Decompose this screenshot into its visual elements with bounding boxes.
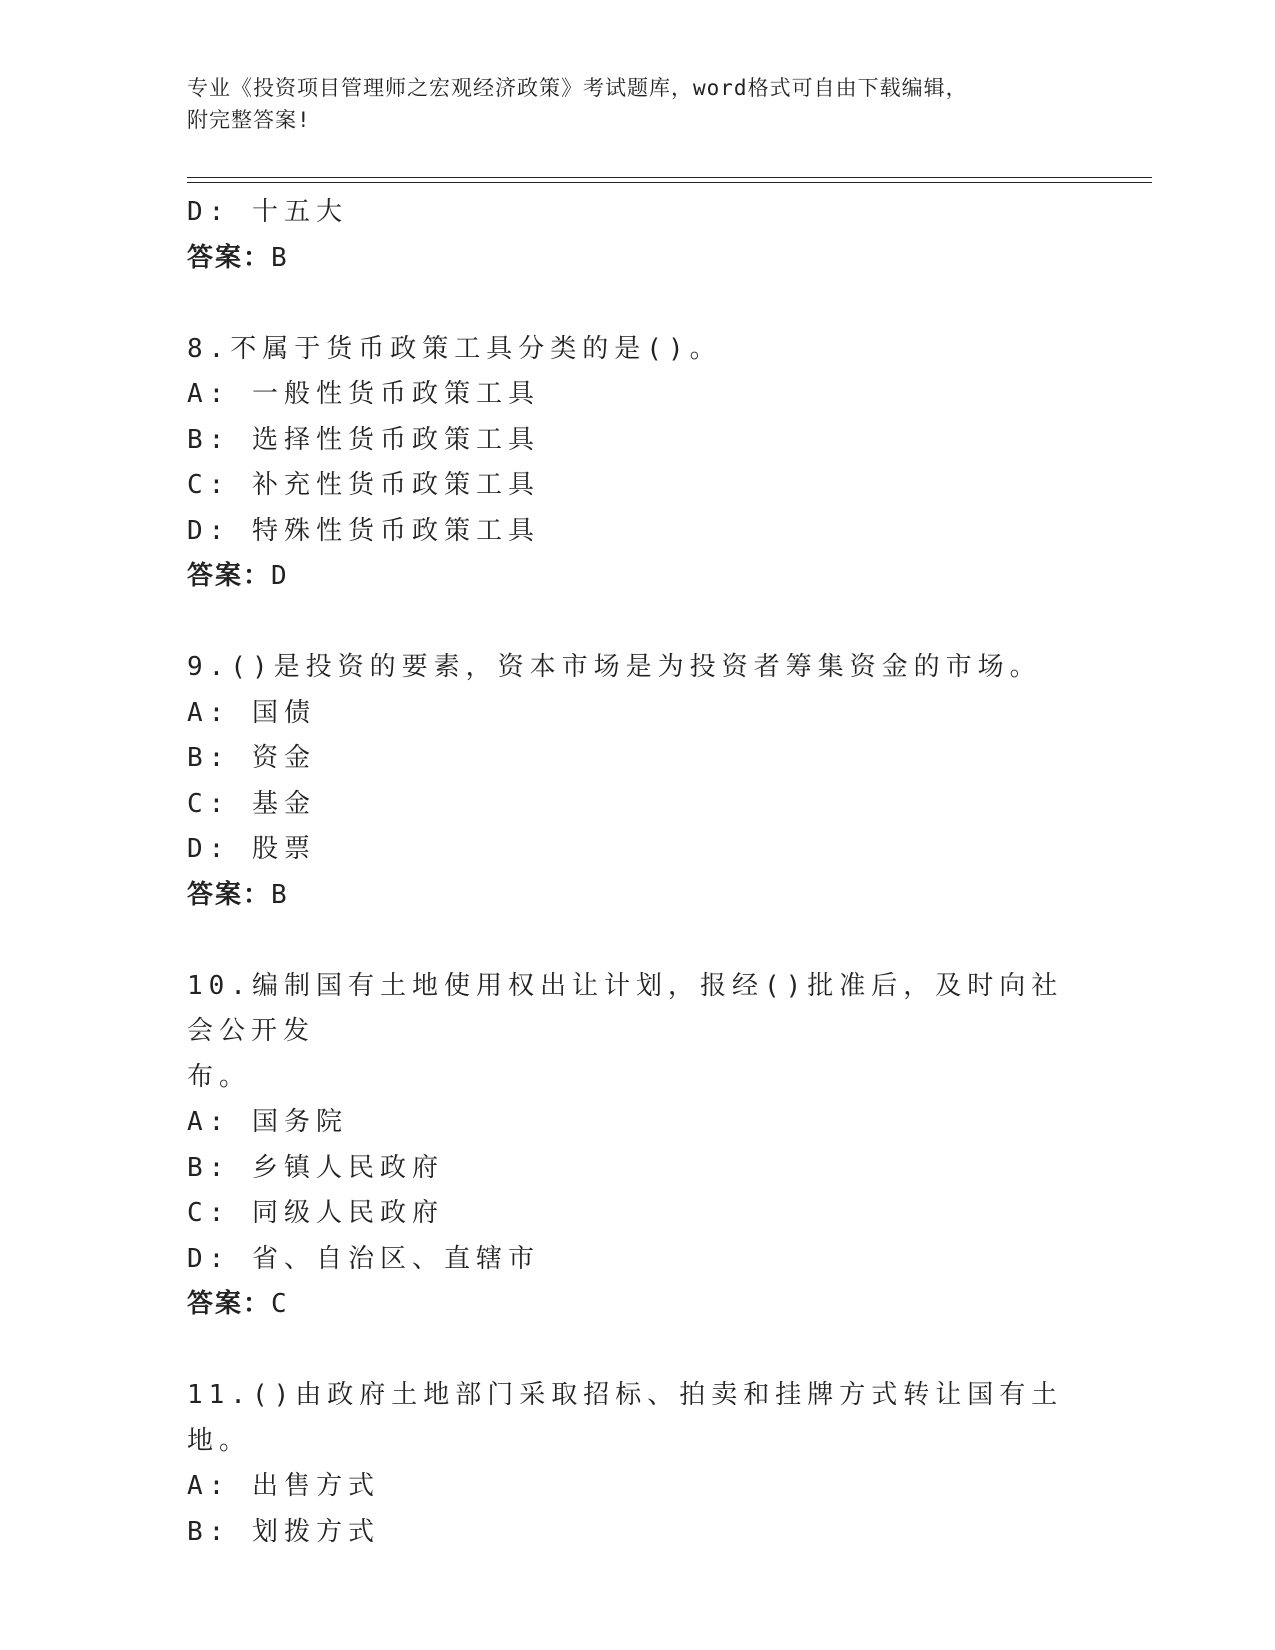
answer-value: B bbox=[271, 242, 289, 273]
answer-label: 答案： bbox=[187, 1289, 272, 1319]
option-a: A: 国务院 bbox=[187, 1107, 348, 1137]
option-d: D: 省、自治区、直辖市 bbox=[187, 1243, 540, 1274]
answer-line bbox=[187, 236, 1087, 282]
answer-label: 答案： bbox=[187, 879, 272, 910]
answer-line bbox=[187, 1282, 1087, 1328]
option-d: D: 股票 bbox=[187, 834, 316, 864]
answer-value: B bbox=[271, 879, 289, 910]
answer-label: 答案： bbox=[187, 561, 272, 591]
option-c: C: 补充性货币政策工具 bbox=[187, 470, 540, 500]
question-list bbox=[187, 190, 1087, 1555]
question-text-line-1: 10.编制国有土地使用权出让计划，报经()批准后，及时向社会公开发 bbox=[187, 970, 1064, 1046]
question-text-line-2: 布。 bbox=[187, 1061, 252, 1092]
header-line-1: 专业《投资项目管理师之宏观经济政策》考试题库，word格式可自由下载编辑， bbox=[187, 76, 968, 100]
answer-value: C bbox=[271, 1289, 289, 1319]
answer-line bbox=[187, 873, 1087, 919]
option-b: B: 资金 bbox=[187, 743, 316, 773]
option-a: A: 一般性货币政策工具 bbox=[187, 379, 540, 409]
answer-value: D bbox=[271, 561, 289, 591]
question-8 bbox=[187, 327, 1087, 373]
question-9 bbox=[187, 645, 1087, 691]
question-10 bbox=[187, 964, 1087, 1101]
question-text: 8.不属于货币政策工具分类的是()。 bbox=[187, 333, 722, 364]
document-header bbox=[187, 72, 1087, 136]
option-b: B: 选择性货币政策工具 bbox=[187, 424, 540, 455]
question-11 bbox=[187, 1373, 1087, 1464]
option-a: A: 国债 bbox=[187, 697, 316, 728]
question-text: 9.()是投资的要素，资本市场是为投资者筹集资金的市场。 bbox=[187, 652, 1042, 682]
answer-line bbox=[187, 554, 1087, 600]
answer-label: 答案： bbox=[187, 242, 272, 273]
header-divider-top bbox=[187, 177, 1152, 178]
option-b: B: 乡镇人民政府 bbox=[187, 1152, 444, 1183]
question-text: 11.()由政府土地部门采取招标、拍卖和挂牌方式转让国有土地。 bbox=[187, 1380, 1064, 1456]
option-c: C: 同级人民政府 bbox=[187, 1198, 444, 1228]
option-c: C: 基金 bbox=[187, 788, 316, 819]
header-line-2: 附完整答案! bbox=[187, 108, 311, 132]
option-d: D: 特殊性货币政策工具 bbox=[187, 515, 540, 546]
option-d: D: 十五大 bbox=[187, 197, 348, 227]
header-divider-bottom bbox=[187, 182, 1152, 183]
option-a: A: 出售方式 bbox=[187, 1471, 380, 1501]
option-b: B: 划拨方式 bbox=[187, 1516, 380, 1547]
